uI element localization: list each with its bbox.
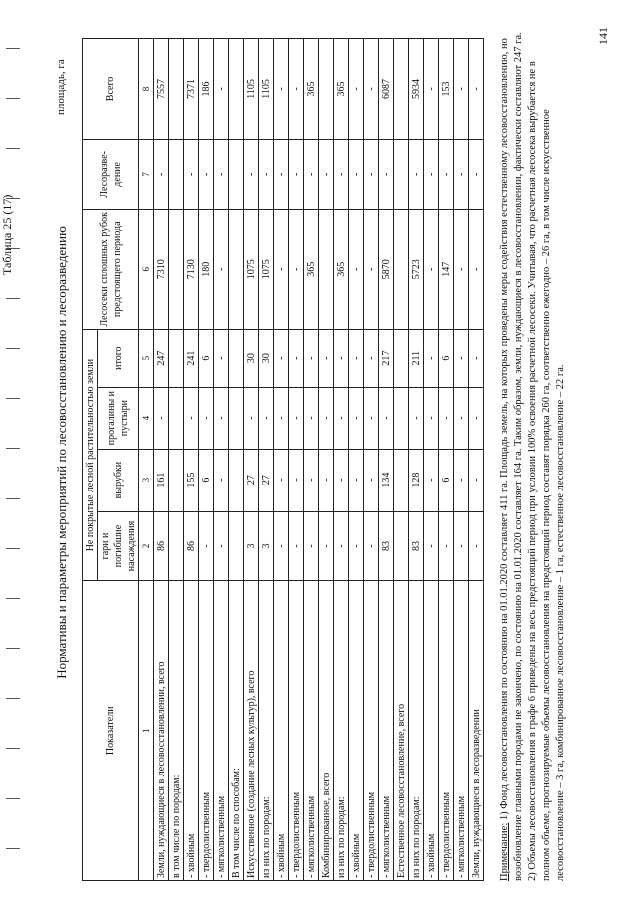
notes-label: Примечание:: [499, 822, 510, 881]
cell-col-3: -: [319, 449, 334, 511]
cell-col-7: [169, 139, 184, 209]
table-row: [229, 39, 244, 881]
cell-col-4: -: [409, 387, 424, 449]
cell-col-7: -: [259, 139, 274, 209]
cell-col-3: 27: [259, 449, 274, 511]
cell-col-4: -: [154, 387, 169, 449]
cell-col-8: 365: [334, 39, 349, 140]
cell-col-7: -: [409, 139, 424, 209]
cell-col-4: -: [289, 387, 304, 449]
cell-col-6: 5723: [409, 209, 424, 329]
cell-col-3: 155: [184, 449, 199, 511]
cell-col-7: -: [199, 139, 214, 209]
cell-col-3: [229, 449, 244, 511]
header-clearcuts: Лесосеки сплошных рубок предстоящего периода: [83, 209, 139, 329]
cell-col-6: -: [289, 209, 304, 329]
table-row: [454, 39, 469, 881]
cell-col-5: -: [364, 329, 379, 387]
cell-col-2: -: [349, 511, 364, 581]
cell-col-8: -: [289, 39, 304, 140]
cell-col-2: -: [289, 511, 304, 581]
cell-col-2: -: [469, 511, 484, 581]
cell-col-6: [169, 209, 184, 329]
cell-col-8: -: [349, 39, 364, 140]
cell-col-3: 6: [199, 449, 214, 511]
cell-col-5: 241: [184, 329, 199, 387]
cell-col-4: -: [334, 387, 349, 449]
row-label: - твердолиственным: [199, 581, 214, 881]
cell-col-2: [229, 511, 244, 581]
row-label: в том числе по породам:: [169, 581, 184, 881]
cell-col-8: -: [274, 39, 289, 140]
header-burned: гари и погибшие насаждения: [98, 511, 139, 581]
cell-col-4: [394, 387, 409, 449]
cell-col-6: 365: [304, 209, 319, 329]
row-label: - твердолиственным: [364, 581, 379, 881]
cell-col-6: [319, 209, 334, 329]
page-number: 141: [596, 27, 610, 45]
cell-col-8: [229, 39, 244, 140]
row-label: - мягколиственным: [454, 581, 469, 881]
cell-col-6: 1075: [244, 209, 259, 329]
table-row: [184, 39, 199, 881]
header-afforestation: Лесоразве-дение: [83, 139, 139, 209]
cell-col-2: 86: [154, 511, 169, 581]
cell-col-6: -: [364, 209, 379, 329]
cell-col-2: 83: [409, 511, 424, 581]
table-row: [334, 39, 349, 881]
cell-col-5: -: [469, 329, 484, 387]
header-total: Всего: [83, 39, 139, 140]
cell-col-6: 7130: [184, 209, 199, 329]
cell-col-2: -: [364, 511, 379, 581]
table-row: [169, 39, 184, 881]
cell-col-3: 27: [244, 449, 259, 511]
row-label: Земли, нуждающиеся в лесоразведении: [469, 581, 484, 881]
cell-col-8: 1105: [244, 39, 259, 140]
cell-col-4: -: [439, 387, 454, 449]
cell-col-8: 186: [199, 39, 214, 140]
cell-col-3: -: [349, 449, 364, 511]
cell-col-3: -: [289, 449, 304, 511]
note-1: 1) Фонд лесовосстановления по состоянию на 01.01.2020 составляет 411 га. Площадь земель, на которых проведены меры содействия естественному лесовосстановлению, но возобновление главными породами не закончено, по состоянию на 01.01.2020 составляет 164 га. Таким образом, земли, нуждающиеся в лесовосстановлении, фактически составляют 247 га.: [499, 32, 524, 881]
cell-col-6: [229, 209, 244, 329]
cell-col-8: 153: [439, 39, 454, 140]
cell-col-4: -: [349, 387, 364, 449]
cell-col-5: -: [424, 329, 439, 387]
cell-col-7: -: [319, 139, 334, 209]
cell-col-8: [394, 39, 409, 140]
cell-col-7: -: [379, 139, 394, 209]
cell-col-6: 365: [334, 209, 349, 329]
cell-col-2: -: [319, 511, 334, 581]
cell-col-4: -: [469, 387, 484, 449]
cell-col-6: 5870: [379, 209, 394, 329]
cell-col-2: 83: [379, 511, 394, 581]
cell-col-2: -: [334, 511, 349, 581]
cell-col-4: -: [379, 387, 394, 449]
row-label: Земли, нуждающиеся в лесовосстановлении, всего: [154, 581, 169, 881]
cell-col-2: 3: [244, 511, 259, 581]
header-uncovered-group: Не покрытые лесной растительностью земли: [83, 329, 98, 581]
cell-col-8: 365: [304, 39, 319, 140]
cell-col-7: -: [244, 139, 259, 209]
row-label: - хвойным: [274, 581, 289, 881]
table-row: [364, 39, 379, 881]
cell-col-5: -: [289, 329, 304, 387]
cell-col-5: -: [274, 329, 289, 387]
cell-col-3: -: [214, 449, 229, 511]
cell-col-7: [229, 139, 244, 209]
row-label: из них по породам:: [334, 581, 349, 881]
cell-col-2: -: [304, 511, 319, 581]
cell-col-7: -: [304, 139, 319, 209]
cell-col-3: [169, 449, 184, 511]
cell-col-5: [394, 329, 409, 387]
cell-col-2: [394, 511, 409, 581]
table-row: [274, 39, 289, 881]
row-label: - твердолиственным: [439, 581, 454, 881]
cell-col-6: 7310: [154, 209, 169, 329]
table-row: [304, 39, 319, 881]
cell-col-5: 6: [439, 329, 454, 387]
units-label: площадь, га: [55, 59, 67, 115]
cell-col-5: -: [349, 329, 364, 387]
cell-col-4: -: [259, 387, 274, 449]
cell-col-2: 86: [184, 511, 199, 581]
cell-col-2: -: [274, 511, 289, 581]
cell-col-8: -: [469, 39, 484, 140]
row-label: - хвойным: [424, 581, 439, 881]
cell-col-5: -: [319, 329, 334, 387]
row-label: из них по породам:: [409, 581, 424, 881]
cell-col-4: [169, 387, 184, 449]
cell-col-3: 128: [409, 449, 424, 511]
note-2: 2) Объемы лесовосстановления в графе 6 приведены на весь предстоящий период при условии 100% освоения расчетной лесосеки. Учитывая, что расчетная лесосека вырубается не в полном объеме, прогнозируемые объемы лесовосстановления на предстоящий период составят порядка 260 га, соответственно ежегодно – 26 га, в том числе искусственное лесовосстановление – 3 га, комбинированное лесовосстановление – 1 га, естественное лесовосстановление – 22 га.: [527, 61, 566, 881]
cell-col-4: -: [319, 387, 334, 449]
cell-col-3: -: [334, 449, 349, 511]
reforestation-table: [82, 38, 484, 881]
cell-col-3: 6: [439, 449, 454, 511]
cell-col-8: 1105: [259, 39, 274, 140]
table-title: Нормативы и параметры мероприятий по лесовосстановлению и лесоразведению: [54, 226, 69, 679]
cell-col-3: -: [364, 449, 379, 511]
header-cuttings: вырубки: [98, 449, 139, 511]
cell-col-4: -: [244, 387, 259, 449]
cell-col-8: -: [364, 39, 379, 140]
cell-col-6: -: [454, 209, 469, 329]
header-total-uncovered: итого: [98, 329, 139, 387]
cell-col-8: [169, 39, 184, 140]
cell-col-7: -: [214, 139, 229, 209]
cell-col-2: -: [454, 511, 469, 581]
cell-col-5: 211: [409, 329, 424, 387]
cell-col-5: 6: [199, 329, 214, 387]
cell-col-5: [229, 329, 244, 387]
table-caption: Таблица 25 (17): [0, 194, 14, 275]
cell-col-8: 7371: [184, 39, 199, 140]
cell-col-6: [394, 209, 409, 329]
table-row: [214, 39, 229, 881]
cell-col-6: -: [349, 209, 364, 329]
table-row: [259, 39, 274, 881]
cell-col-2: 3: [259, 511, 274, 581]
table-row: [349, 39, 364, 881]
cell-col-2: -: [424, 511, 439, 581]
cell-col-3: -: [424, 449, 439, 511]
cell-col-7: -: [469, 139, 484, 209]
cell-col-5: 247: [154, 329, 169, 387]
table-row: [409, 39, 424, 881]
cell-col-4: -: [364, 387, 379, 449]
cell-col-6: 147: [439, 209, 454, 329]
row-label: из них по породам:: [259, 581, 274, 881]
cell-col-5: -: [454, 329, 469, 387]
cell-col-4: -: [274, 387, 289, 449]
notes: [498, 31, 568, 881]
cell-col-8: -: [424, 39, 439, 140]
cell-col-4: -: [454, 387, 469, 449]
cell-col-4: -: [214, 387, 229, 449]
table-row: [469, 39, 484, 881]
cell-col-8: 6087: [379, 39, 394, 140]
header-indicators: Показатели: [83, 581, 139, 881]
row-label: - твердолиственным: [289, 581, 304, 881]
cell-col-6: -: [214, 209, 229, 329]
row-label: - хвойным: [349, 581, 364, 881]
cell-col-6: -: [469, 209, 484, 329]
cell-col-3: 161: [154, 449, 169, 511]
table-row: [199, 39, 214, 881]
cell-col-7: -: [334, 139, 349, 209]
row-label: - мягколиственным: [304, 581, 319, 881]
cell-col-4: [229, 387, 244, 449]
cell-col-3: -: [274, 449, 289, 511]
cell-col-3: [394, 449, 409, 511]
cell-col-7: -: [289, 139, 304, 209]
cell-col-2: [169, 511, 184, 581]
cell-col-8: 7557: [154, 39, 169, 140]
table-row: [424, 39, 439, 881]
cell-col-5: 217: [379, 329, 394, 387]
table-row: [394, 39, 409, 881]
cell-col-7: -: [154, 139, 169, 209]
cell-col-7: -: [184, 139, 199, 209]
cell-col-7: -: [424, 139, 439, 209]
cell-col-3: -: [304, 449, 319, 511]
cell-col-3: -: [469, 449, 484, 511]
cell-col-2: -: [439, 511, 454, 581]
cell-col-7: [394, 139, 409, 209]
cell-col-2: -: [199, 511, 214, 581]
table-row: [289, 39, 304, 881]
cell-col-3: -: [454, 449, 469, 511]
cell-col-7: -: [454, 139, 469, 209]
row-label: - мягколиственным: [214, 581, 229, 881]
table-row: [244, 39, 259, 881]
cell-col-5: -: [214, 329, 229, 387]
row-label: Искусственное (создание лесных культур), всего: [244, 581, 259, 881]
cell-col-5: [169, 329, 184, 387]
cell-col-6: 1075: [259, 209, 274, 329]
cell-col-5: -: [334, 329, 349, 387]
cell-col-5: 30: [244, 329, 259, 387]
cell-col-6: 180: [199, 209, 214, 329]
table-row: [379, 39, 394, 881]
cell-col-5: 30: [259, 329, 274, 387]
cell-col-6: -: [424, 209, 439, 329]
cell-col-4: -: [199, 387, 214, 449]
cell-col-8: -: [454, 39, 469, 140]
cell-col-8: [319, 39, 334, 140]
cell-col-6: -: [274, 209, 289, 329]
row-label: - хвойным: [184, 581, 199, 881]
cell-col-5: -: [304, 329, 319, 387]
column-index-row: 1 2 3 4 5 6 7 8: [139, 39, 154, 881]
cell-col-7: -: [274, 139, 289, 209]
cell-col-7: -: [349, 139, 364, 209]
row-label: В том числе по способам:: [229, 581, 244, 881]
table-row: [439, 39, 454, 881]
row-label: Естественное лесовосстановление, всего: [394, 581, 409, 881]
cell-col-4: -: [304, 387, 319, 449]
cell-col-8: -: [214, 39, 229, 140]
cell-col-4: -: [424, 387, 439, 449]
table-row: [154, 39, 169, 881]
table-row: [319, 39, 334, 881]
cell-col-7: -: [439, 139, 454, 209]
cell-col-8: 5934: [409, 39, 424, 140]
cell-col-4: -: [184, 387, 199, 449]
cell-col-3: 134: [379, 449, 394, 511]
cell-col-7: -: [364, 139, 379, 209]
header-glades: прогалины и пустыри: [98, 387, 139, 449]
row-label: Комбинированное, всего: [319, 581, 334, 881]
row-label: - мягколиственным: [379, 581, 394, 881]
cell-col-2: -: [214, 511, 229, 581]
